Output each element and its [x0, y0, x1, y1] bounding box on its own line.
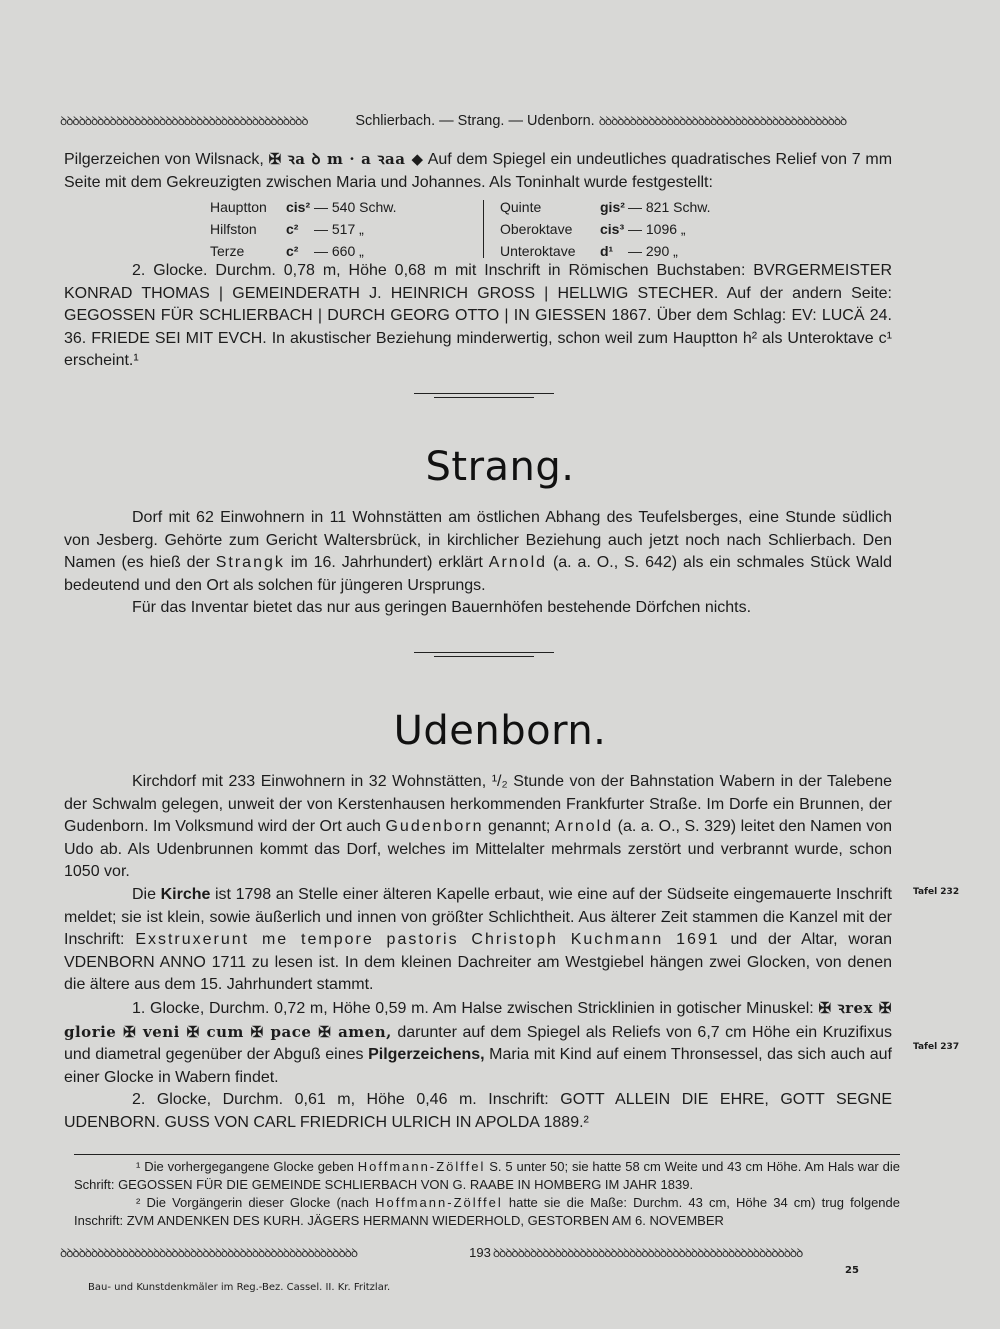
footnote-2: ² Die Vorgängerin dieser Glocke (nach Hoffmann-Zölffel hatte sie die Maße: Durchm. 43 cm, Höhe 34 cm) trug folgende Inschrift: ZVM ANDENKEN DES KURH. JÄGERS HERMANN WIEDERHOLD, GESTORBEN AM 6. NOVEMBER: [74, 1195, 900, 1228]
blackletter-inscription: ✠ ꝛa ꝺ m · a ꝛaa ◆: [268, 150, 424, 168]
schlierbach-text-2: [64, 260, 892, 373]
spaced-text: Arnold: [488, 554, 548, 572]
tone-row: Hilfston c² — 517 „: [210, 221, 364, 237]
schlierbach-paragraph-2: 2. Glocke. Durchm. 0,78 m, Höhe 0,68 m mit Inschrift in Römischen Buchstaben: BVRGERMEISTER KONRAD THOMAS | GEMEINDERATH J. HEINRICH GROSS | HELLWIG STECHER. Auf der andern Seite: GEGOSSEN FÜR SCHLIERBACH | DURCH GEORG OTTO | IN GIESSEN 1867. Über dem Schlag: EV: LUCÄ 24. 36. FRIEDE SEI MIT EVCH. In akustischer Beziehung minderwertig, schon weil zum Hauptton h² als Unteroktave c¹ erscheint.¹: [64, 262, 892, 370]
footer-ornament-right: ꝺꝺꝺꝺꝺꝺꝺꝺꝺꝺꝺꝺꝺꝺꝺꝺꝺꝺꝺꝺꝺꝺꝺꝺꝺꝺꝺꝺꝺꝺꝺꝺꝺꝺꝺꝺꝺꝺꝺꝺꝺꝺꝺꝺꝺꝺꝺꝺꝺꝺ: [492, 1246, 803, 1260]
section-divider: [414, 391, 554, 401]
spaced-text: Gudenborn: [385, 818, 484, 836]
tone-row: Hauptton cis² — 540 Schw.: [210, 199, 397, 215]
bold-term: Pilgerzeichens,: [368, 1046, 485, 1064]
text-run: Pilgerzeichen von Wilsnack,: [64, 151, 264, 168]
tone-row: Oberoktave cis³ — 1096 „: [500, 221, 686, 237]
udenborn-paragraph-4: 2. Glocke, Durchm. 0,61 m, Höhe 0,46 m. Inschrift: GOTT ALLEIN DIE EHRE, GOTT SEGNE UDENBORN. GUSS VON CARL FRIEDRICH ULRICH IN APOLDA 1889.²: [64, 1091, 892, 1131]
header-ornament-left: ꝺꝺꝺꝺꝺꝺꝺꝺꝺꝺꝺꝺꝺꝺꝺꝺꝺꝺꝺꝺꝺꝺꝺꝺꝺꝺꝺꝺꝺꝺꝺꝺꝺꝺꝺꝺꝺꝺꝺꝺ: [60, 114, 308, 128]
spaced-text: Hoffmann-Zölffel: [357, 1159, 486, 1174]
udenborn-paragraph-3: 1. Glocke, Durchm. 0,72 m, Höhe 0,59 m. Am Halse zwischen Stricklinien in gotischer Minuskel: ✠ ꝛrex ✠ glorie ✠ veni ✠ cum ✠ pace ✠ amen, darunter auf dem Spiegel als Reliefs von 6,7 cm Höhe ein Kruzifixus und diametral gegenüber der Abguß eines Pilgerzeichens, Maria mit Kind auf einem Thronsessel, das sich auch auf einer Glocke in Wabern findet.: [64, 998, 892, 1086]
section-divider: [414, 650, 554, 660]
bold-term: Kirche: [160, 885, 211, 903]
spaced-text: Exstruxerunt me tempore pastoris Christoph Kuchmann 1691: [135, 931, 720, 949]
header-title: Schlierbach. — Strang. — Udenborn.: [355, 112, 595, 129]
running-footer: [60, 1244, 900, 1261]
tone-column-left: [210, 196, 397, 262]
tone-row: Unteroktave d¹ — 290 „: [500, 243, 678, 259]
tone-divider: [483, 200, 484, 258]
running-header: [60, 112, 890, 129]
text-run: Auf dem Spiegel ein undeutliches quadratisches Relief von 7 mm Seite mit dem Gekreuzigten zwischen Maria und Johannes. Als Toninhalt wurde festgestellt:: [64, 151, 893, 191]
udenborn-paragraph-2: Die Kirche ist 1798 an Stelle einer älteren Kapelle erbaut, wie eine auf der Südseite eingemauerte Inschrift meldet; sie ist klein, sowie äußerlich und innen von größter Schlichtheit. Aus älterer Zeit stammen die Kanzel mit der Inschrift: Exstruxerunt me tempore pastoris Christoph Kuchmann 1691 und der Altar, woran VDENBORN ANNO 1711 zu lesen ist. In dem kleinen Dachreiter am Westgiebel hängen zwei Glocken, von denen die ältere aus dem 15. Jahrhundert stammt.: [64, 885, 893, 994]
schlierbach-text: [64, 148, 892, 194]
margin-note-tafel-232: Tafel 232: [913, 887, 960, 897]
udenborn-paragraph-1: Kirchdorf mit 233 Einwohnern in 32 Wohnstätten, ¹/₂ Stunde von der Bahnstation Wabern in der Talebene der Schwalm gelegen, unweit der von Kerstenhausen herkommenden Frankfurter Straße. Im Dorfe ein Brunnen, der Gudenborn. Im Volksmund wird der Ort auch Gudenborn genannt; Arnold (a. a. O., S. 329) leitet den Namen von Udo ab. Als Udenbrunnen kommt das Dorf, welches im Mittelalter mehrmals zerstört und verbrannt wurde, schon 1050 vor.: [64, 773, 893, 881]
series-line: Bau- und Kunstdenkmäler im Reg.-Bez. Cassel. II. Kr. Fritzlar.: [88, 1282, 391, 1293]
spaced-text: Arnold: [554, 818, 614, 836]
footnote-1: ¹ Die vorhergegangene Glocke geben Hoffmann-Zölffel S. 5 unter 50; sie hatte 58 cm Weite und 43 cm Höhe. Am Hals war die Schrift: GEGOSSEN FÜR DIE GEMEINDE SCHLIERBACH VON G. RAABE IN HOMBERG IM JAHR 1839.: [74, 1159, 900, 1192]
strang-paragraph-1: Dorf mit 62 Einwohnern in 11 Wohnstätten am östlichen Abhang des Teufelsberges, eine Stunde südlich von Jesberg. Gehörte zum Gericht Waltersbrück, in kirchlicher Beziehung auch jetzt noch nach Schlierbach. Den Namen (es hieß der Strangk im 16. Jahrhundert) erklärt Arnold (a. a. O., S. 642) als ein schmales Stück Wald bedeutend und den Ort als solchen für jüngeren Ursprungs.: [64, 509, 892, 594]
margin-note-tafel-237: Tafel 237: [913, 1042, 960, 1052]
tone-row: Quinte gis² — 821 Schw.: [500, 199, 711, 215]
tone-row: Terze c² — 660 „: [210, 243, 364, 259]
sheet-number: 25: [845, 1265, 859, 1276]
schlierbach-paragraph-1: [64, 148, 892, 194]
footnote-rule: [74, 1154, 900, 1155]
strang-heading: Strang.: [425, 444, 575, 490]
spaced-text: Strangk: [215, 554, 285, 572]
blackletter-inscription: ✠ ꝛrex ✠ glorie ✠ veni ✠ cum ✠ pace ✠ amen,: [64, 998, 892, 1041]
strang-paragraph-2: Für das Inventar bietet das nur aus geringen Bauernhöfen bestehende Dörfchen nichts.: [132, 599, 752, 617]
footer-ornament-left: ꝺꝺꝺꝺꝺꝺꝺꝺꝺꝺꝺꝺꝺꝺꝺꝺꝺꝺꝺꝺꝺꝺꝺꝺꝺꝺꝺꝺꝺꝺꝺꝺꝺꝺꝺꝺꝺꝺꝺꝺꝺꝺꝺꝺꝺꝺꝺꝺ: [60, 1246, 358, 1260]
spaced-text: Hoffmann-Zölffel: [375, 1195, 503, 1210]
header-ornament-right: ꝺꝺꝺꝺꝺꝺꝺꝺꝺꝺꝺꝺꝺꝺꝺꝺꝺꝺꝺꝺꝺꝺꝺꝺꝺꝺꝺꝺꝺꝺꝺꝺꝺꝺꝺꝺꝺꝺꝺꝺ: [598, 114, 847, 128]
udenborn-heading: Udenborn.: [393, 708, 607, 754]
strang-text: [64, 507, 892, 620]
udenborn-text: [64, 771, 892, 1135]
tone-column-right: [500, 196, 711, 262]
footnotes: [74, 1158, 900, 1230]
page-number: 193: [469, 1245, 491, 1260]
